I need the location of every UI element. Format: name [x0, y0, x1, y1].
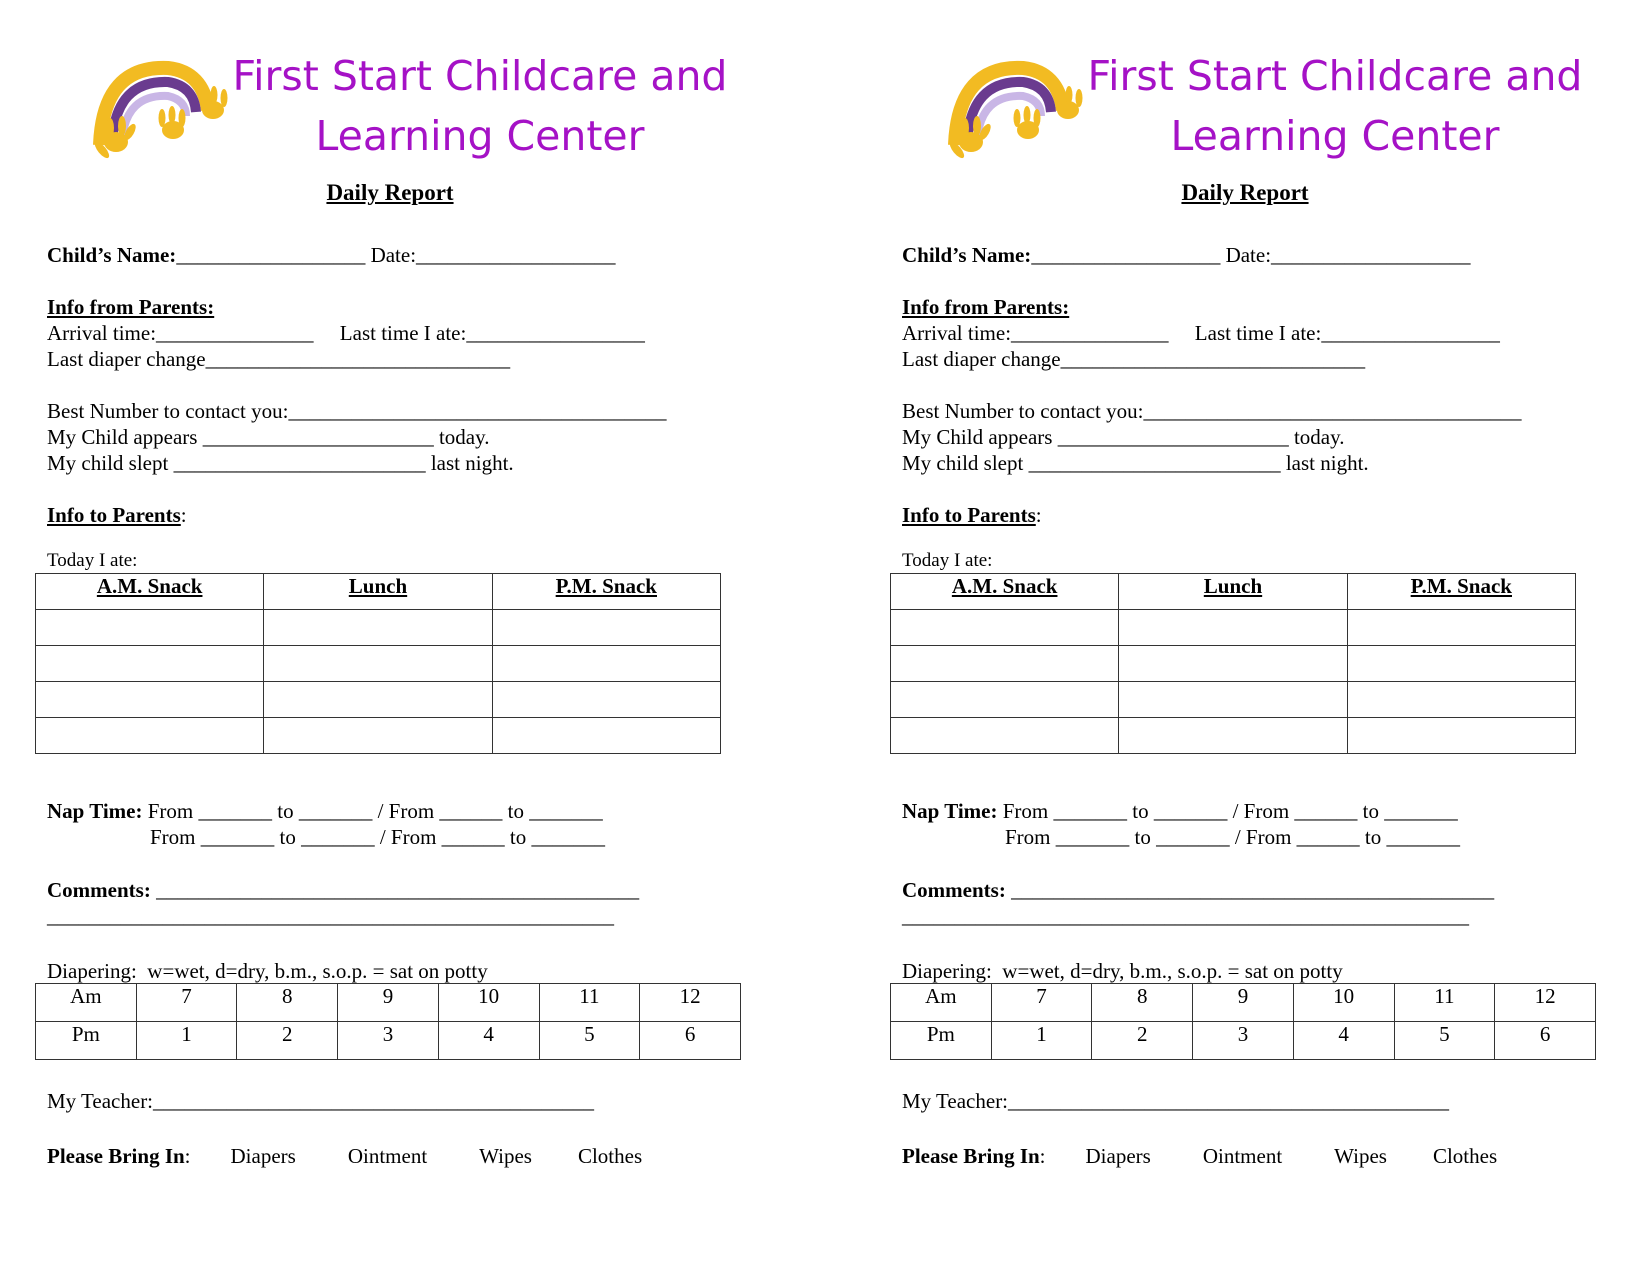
meal-cell[interactable]	[1347, 718, 1575, 754]
meals-header-row	[891, 574, 1576, 610]
comments-row[interactable]	[47, 877, 639, 903]
diaper-cell: Am	[891, 984, 992, 1022]
table-row	[36, 646, 721, 682]
diaper-cell[interactable]: 7	[136, 984, 237, 1022]
meal-cell[interactable]	[891, 718, 1119, 754]
diapering-legend: Diapering: w=wet, d=dry, b.m., s.o.p. = sat on potty	[902, 959, 1343, 983]
center-name	[220, 46, 740, 166]
nap-time-label: Nap Time:	[47, 799, 143, 823]
meal-cell[interactable]	[1119, 718, 1347, 754]
nap-time-row-2[interactable]: From _______ to _______ / From ______ to _______	[1005, 825, 1461, 849]
table-row	[891, 646, 1576, 682]
meal-cell[interactable]	[36, 682, 264, 718]
diapering-table	[890, 983, 1596, 1060]
diaper-row-pm	[36, 1022, 741, 1060]
center-name-line-1: First Start Childcare and	[1087, 52, 1583, 100]
arrival-time-line[interactable]: Arrival time:_______________ Last time I ate:_________________	[902, 321, 1500, 345]
info-to-parents-row	[47, 502, 187, 528]
my-teacher-line[interactable]: My Teacher:__________________________________________	[902, 1089, 1450, 1113]
table-row	[36, 718, 721, 754]
comments-row[interactable]	[902, 877, 1494, 903]
arrival-time-line[interactable]: Arrival time:_______________ Last time I ate:_________________	[47, 321, 645, 345]
meals-table	[35, 573, 721, 754]
today-i-ate-label: Today I ate:	[902, 550, 993, 571]
nap-time-row-2[interactable]: From _______ to _______ / From ______ to _______	[150, 825, 606, 849]
comments-field-2[interactable]: ______________________________________________________	[47, 904, 614, 928]
meal-cell[interactable]	[264, 610, 492, 646]
rainbow-hands-logo	[78, 50, 238, 170]
meal-cell[interactable]	[264, 646, 492, 682]
meal-cell[interactable]	[1347, 610, 1575, 646]
info-to-parents-row	[902, 502, 1042, 528]
info-to-parents-heading: Info to Parents	[47, 503, 181, 527]
childs-name-field[interactable]: __________________	[1031, 243, 1221, 267]
table-row	[891, 610, 1576, 646]
child-slept-line[interactable]: My child slept ________________________ last night.	[902, 451, 1369, 475]
meals-table	[890, 573, 1576, 754]
child-appears-line[interactable]: My Child appears ______________________ today.	[902, 425, 1345, 449]
child-appears-line[interactable]: My Child appears ______________________ today.	[47, 425, 490, 449]
diaper-row-am	[891, 984, 1596, 1022]
center-name-line-2: Learning Center	[315, 112, 645, 160]
child-slept-line[interactable]: My child slept ________________________ last night.	[47, 451, 514, 475]
diaper-cell[interactable]: 12	[1495, 984, 1596, 1022]
meal-cell[interactable]	[492, 682, 720, 718]
meal-cell[interactable]	[264, 682, 492, 718]
report-title: Daily Report	[1181, 180, 1309, 205]
lunch-header: Lunch	[1119, 574, 1347, 610]
center-name	[1075, 46, 1595, 166]
comments-field-2[interactable]: ______________________________________________________	[902, 904, 1469, 928]
info-to-parents-colon: :	[1035, 503, 1042, 527]
comments-field-1[interactable]: ______________________________________________	[1005, 878, 1495, 902]
meal-cell[interactable]	[36, 718, 264, 754]
date-label: Date:	[370, 243, 417, 267]
diaper-cell[interactable]: 1	[136, 1022, 237, 1060]
diaper-cell: Am	[36, 984, 137, 1022]
diaper-cell[interactable]: 2	[237, 1022, 338, 1060]
table-row	[891, 682, 1576, 718]
meal-cell[interactable]	[1119, 646, 1347, 682]
bring-item-diapers[interactable]: Diapers	[230, 1144, 296, 1168]
nap-time-label: Nap Time:	[902, 799, 998, 823]
info-from-parents-heading: Info from Parents:	[902, 295, 1070, 319]
lunch-header: Lunch	[264, 574, 492, 610]
info-to-parents-colon: :	[180, 503, 187, 527]
pm-snack-header: P.M. Snack	[492, 574, 720, 610]
please-bring-in-colon: :	[1039, 1144, 1046, 1168]
bring-item-wipes[interactable]: Wipes	[479, 1144, 532, 1168]
diaper-cell[interactable]: 9	[1193, 984, 1294, 1022]
daily-report-left	[0, 0, 780, 1275]
bring-item-clothes[interactable]: Clothes	[1432, 1144, 1498, 1168]
childs-name-row	[902, 242, 1471, 268]
meal-cell[interactable]	[891, 646, 1119, 682]
today-i-ate-label: Today I ate:	[47, 550, 138, 571]
diaper-cell[interactable]: 9	[338, 984, 439, 1022]
pm-snack-header: P.M. Snack	[1347, 574, 1575, 610]
diaper-cell[interactable]: 10	[1293, 984, 1394, 1022]
last-diaper-change-line[interactable]: Last diaper change_____________________________	[902, 347, 1366, 371]
report-title: Daily Report	[326, 180, 454, 205]
childs-name-label: Child’s Name:	[902, 243, 1032, 267]
diaper-cell: Pm	[36, 1022, 137, 1060]
diaper-cell[interactable]: 1	[991, 1022, 1092, 1060]
meal-cell[interactable]	[1347, 682, 1575, 718]
rainbow-hands-logo	[933, 50, 1093, 170]
bring-item-diapers[interactable]: Diapers	[1085, 1144, 1151, 1168]
meals-header-row	[36, 574, 721, 610]
diaper-cell[interactable]: 11	[539, 984, 640, 1022]
center-name-line-2: Learning Center	[1170, 112, 1500, 160]
meal-cell[interactable]	[492, 646, 720, 682]
best-number-line[interactable]: Best Number to contact you:____________________________________	[47, 399, 667, 423]
last-diaper-change-line[interactable]: Last diaper change_____________________________	[47, 347, 511, 371]
am-snack-header: A.M. Snack	[891, 574, 1119, 610]
please-bring-in-label: Please Bring In	[47, 1144, 185, 1168]
diaper-row-am	[36, 984, 741, 1022]
date-field[interactable]: ___________________	[416, 243, 616, 267]
diaper-cell[interactable]: 6	[640, 1022, 741, 1060]
diaper-cell[interactable]: 8	[237, 984, 338, 1022]
diaper-cell[interactable]: 12	[640, 984, 741, 1022]
diaper-cell[interactable]: 2	[1092, 1022, 1193, 1060]
please-bring-in-colon: :	[184, 1144, 191, 1168]
diaper-cell[interactable]: 3	[1193, 1022, 1294, 1060]
diaper-cell[interactable]: 5	[539, 1022, 640, 1060]
meal-cell[interactable]	[492, 610, 720, 646]
table-row	[891, 718, 1576, 754]
daily-report-right	[855, 0, 1635, 1275]
bring-item-ointment[interactable]: Ointment	[347, 1144, 428, 1168]
comments-label: Comments:	[902, 878, 1006, 902]
table-row	[36, 610, 721, 646]
center-name-line-1: First Start Childcare and	[232, 52, 728, 100]
am-snack-header: A.M. Snack	[36, 574, 264, 610]
comments-field-1[interactable]: ______________________________________________	[150, 878, 640, 902]
meal-cell[interactable]	[264, 718, 492, 754]
meal-cell[interactable]	[891, 682, 1119, 718]
comments-label: Comments:	[47, 878, 151, 902]
date-field[interactable]: ___________________	[1271, 243, 1471, 267]
childs-name-label: Child’s Name:	[47, 243, 177, 267]
diaper-cell[interactable]: 6	[1495, 1022, 1596, 1060]
please-bring-in-label: Please Bring In	[902, 1144, 1040, 1168]
childs-name-field[interactable]: __________________	[176, 243, 366, 267]
date-label: Date:	[1225, 243, 1272, 267]
nap-time-row-1[interactable]	[47, 798, 603, 824]
meal-cell[interactable]	[1347, 646, 1575, 682]
bring-item-clothes[interactable]: Clothes	[577, 1144, 643, 1168]
please-bring-in-row	[902, 1143, 1497, 1169]
diaper-cell[interactable]: 7	[991, 984, 1092, 1022]
my-teacher-line[interactable]: My Teacher:__________________________________________	[47, 1089, 595, 1113]
diaper-cell[interactable]: 4	[438, 1022, 539, 1060]
diaper-cell[interactable]: 3	[338, 1022, 439, 1060]
childs-name-row	[47, 242, 616, 268]
meal-cell[interactable]	[36, 646, 264, 682]
bring-item-ointment[interactable]: Ointment	[1202, 1144, 1283, 1168]
meal-cell[interactable]	[891, 610, 1119, 646]
info-to-parents-heading: Info to Parents	[902, 503, 1036, 527]
meal-cell[interactable]	[1119, 610, 1347, 646]
diapering-legend: Diapering: w=wet, d=dry, b.m., s.o.p. = sat on potty	[47, 959, 488, 983]
best-number-line[interactable]: Best Number to contact you:____________________________________	[902, 399, 1522, 423]
diaper-cell[interactable]: 11	[1394, 984, 1495, 1022]
diaper-cell[interactable]: 10	[438, 984, 539, 1022]
meal-cell[interactable]	[1119, 682, 1347, 718]
table-row	[36, 682, 721, 718]
bring-item-wipes[interactable]: Wipes	[1334, 1144, 1387, 1168]
diaper-cell[interactable]: 5	[1394, 1022, 1495, 1060]
nap-time-fields-1[interactable]: From _______ to _______ / From ______ to _______	[142, 799, 603, 823]
info-from-parents-heading: Info from Parents:	[47, 295, 215, 319]
diaper-cell: Pm	[891, 1022, 992, 1060]
nap-time-fields-1[interactable]: From _______ to _______ / From ______ to _______	[997, 799, 1458, 823]
diaper-cell[interactable]: 4	[1293, 1022, 1394, 1060]
diaper-row-pm	[891, 1022, 1596, 1060]
please-bring-in-row	[47, 1143, 642, 1169]
meal-cell[interactable]	[36, 610, 264, 646]
meal-cell[interactable]	[492, 718, 720, 754]
diaper-cell[interactable]: 8	[1092, 984, 1193, 1022]
diapering-table	[35, 983, 741, 1060]
nap-time-row-1[interactable]	[902, 798, 1458, 824]
